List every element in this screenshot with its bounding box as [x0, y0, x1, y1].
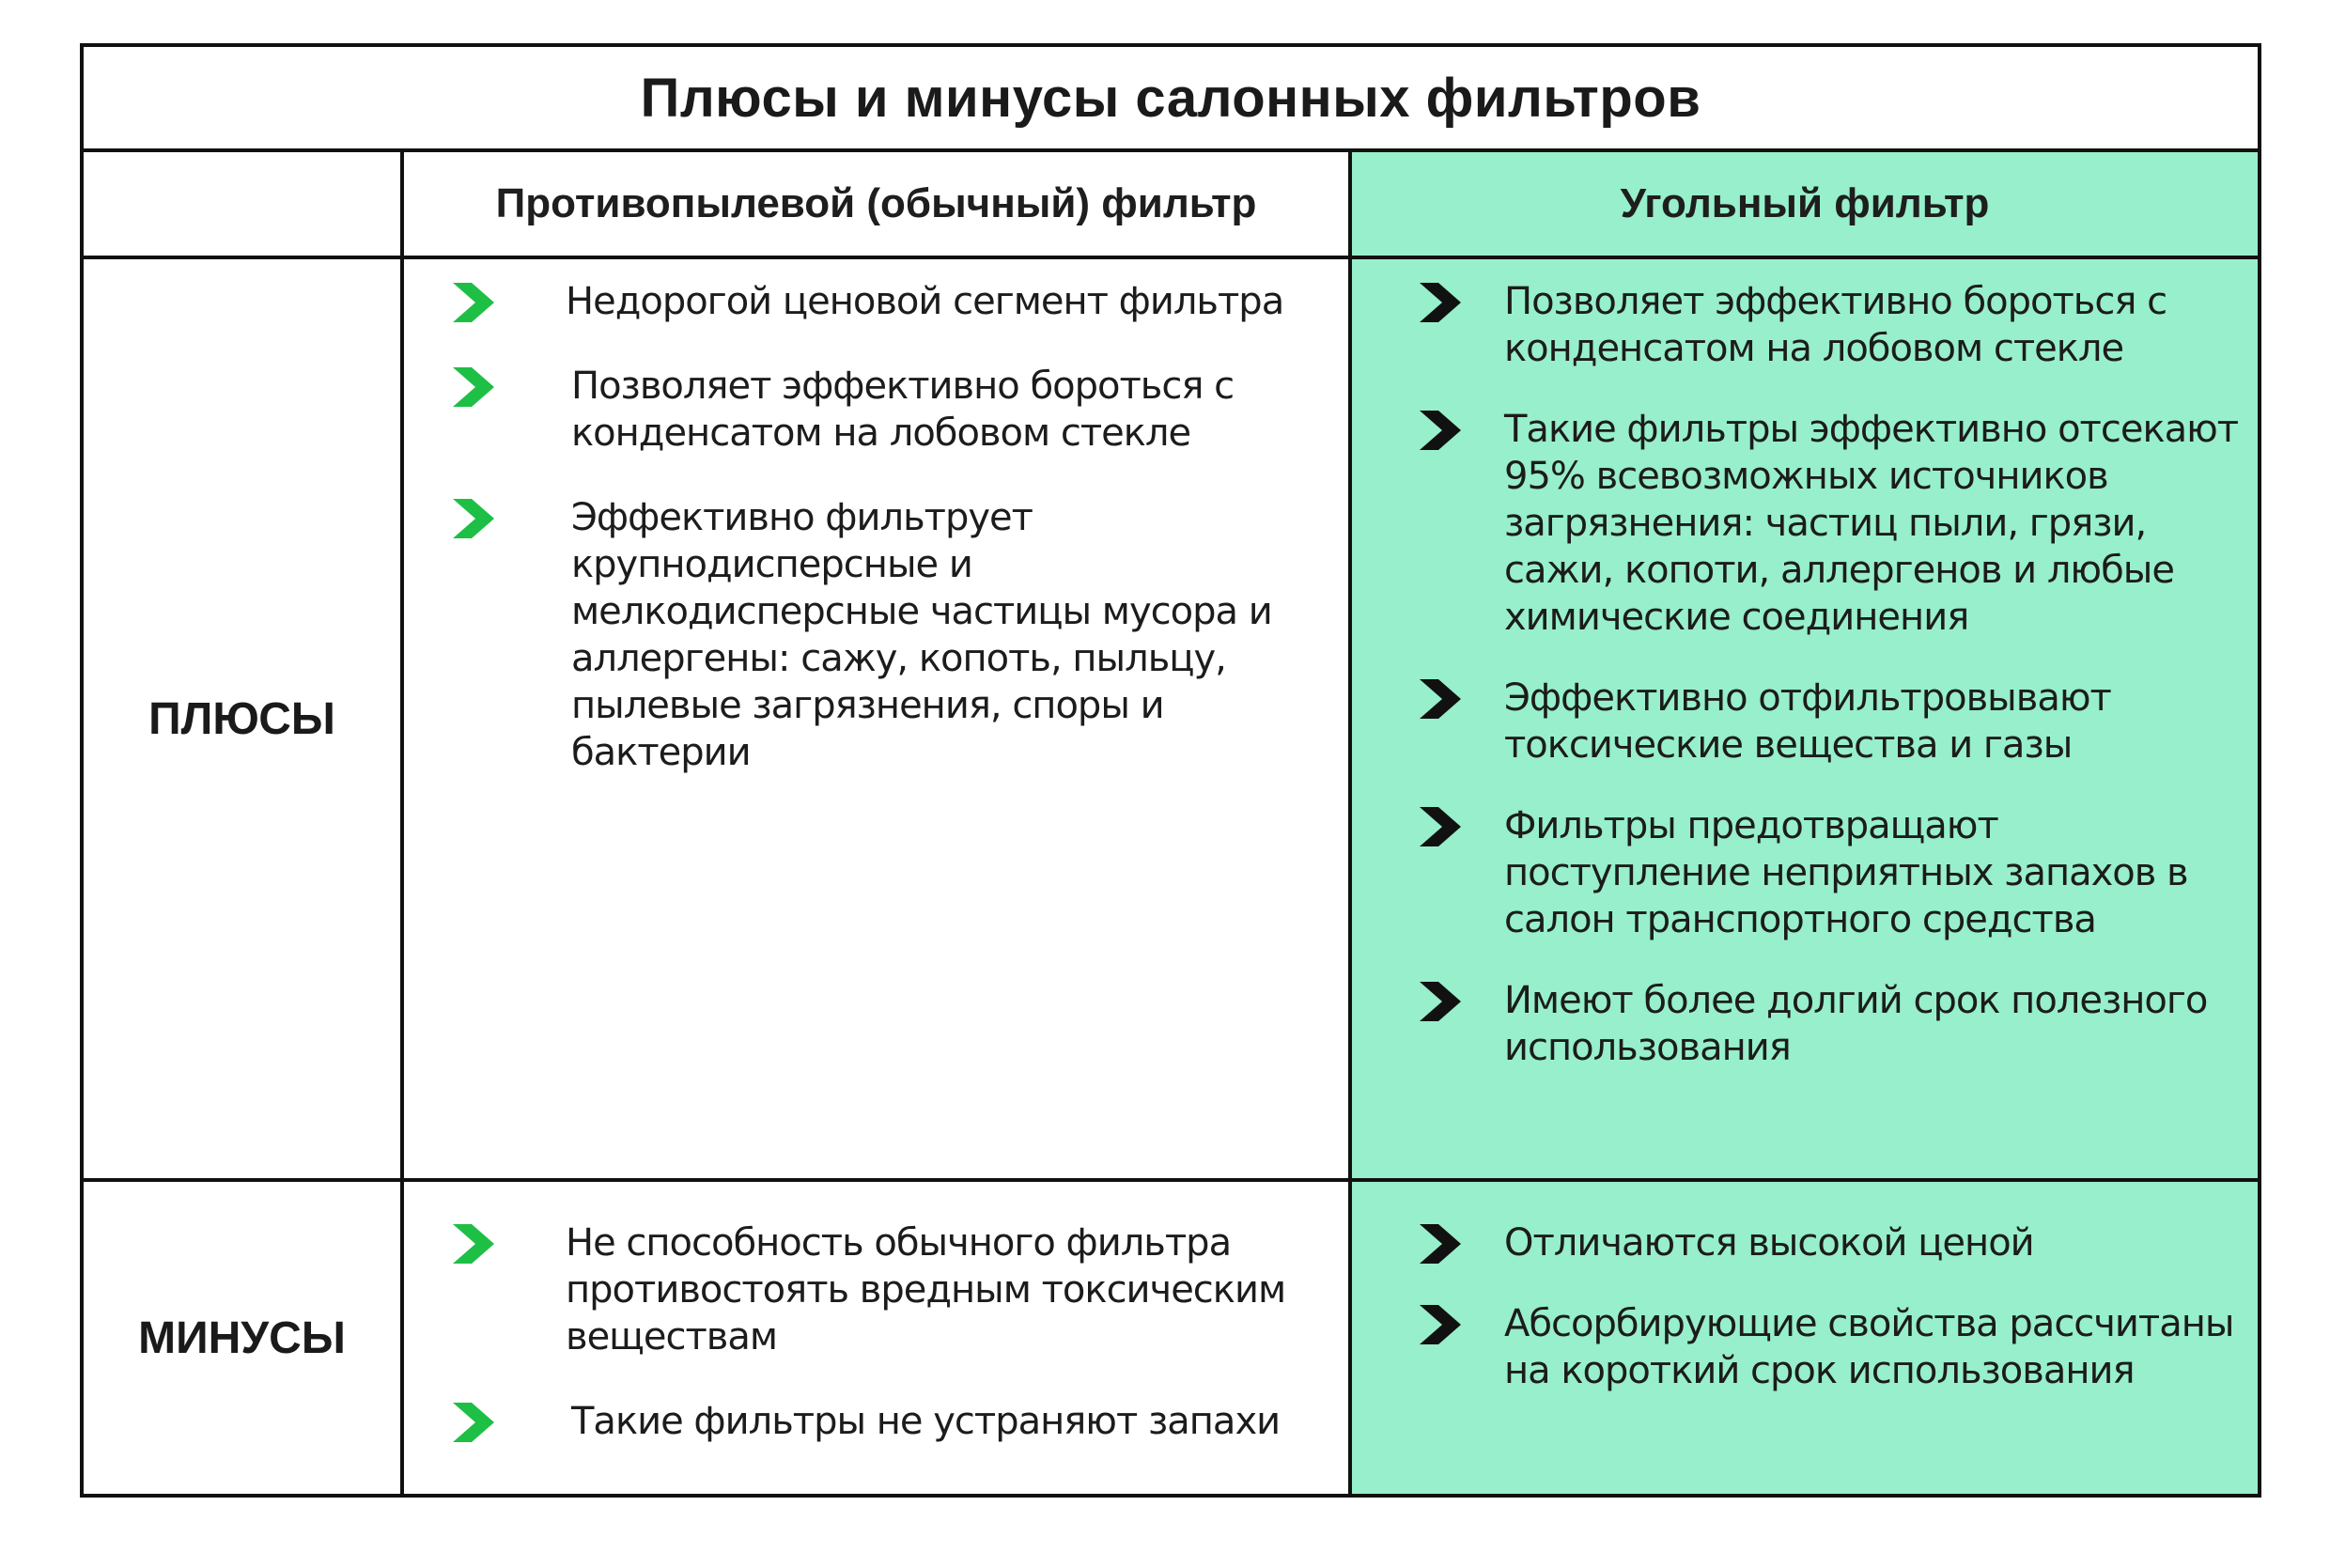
title-cell — [84, 47, 2258, 152]
list-item — [1420, 977, 2246, 1071]
green-chevron-icon — [453, 1403, 494, 1442]
list-item-text: Эффективно отфильтровывают токсические вещества и газы — [1504, 676, 2111, 767]
cons-label: МИНУСЫ — [138, 1312, 346, 1363]
table-title: Плюсы и минусы салонных фильтров — [640, 67, 1701, 129]
cons-carbon-list — [1420, 1219, 2246, 1428]
row-label-cons — [84, 1182, 404, 1494]
list-item-text: Эффективно фильтрует крупнодисперсные и мелкодисперсные частицы мусора и аллергены: сажу, копоть, пыльцу, пылевые загрязнения, споры и бактерии — [571, 496, 1272, 774]
pros-regular-cell — [404, 259, 1352, 1182]
pros-regular-list — [453, 278, 1317, 814]
black-chevron-icon — [1420, 1224, 1461, 1264]
list-item — [453, 363, 1317, 457]
black-chevron-icon — [1420, 411, 1461, 450]
green-chevron-icon — [453, 1224, 494, 1264]
header-regular-label: Противопылевой (обычный) фильтр — [495, 180, 1257, 226]
list-item-text: Позволяет эффективно бороться с конденсатом на лобовом стекле — [571, 365, 1235, 455]
list-item-text: Не способность обычного фильтра противостоять вредным токсическим веществам — [566, 1221, 1286, 1358]
header-empty-cell — [84, 152, 404, 259]
comparison-table — [80, 43, 2261, 1498]
black-chevron-icon — [1420, 1305, 1461, 1344]
cons-regular-cell — [404, 1182, 1352, 1494]
pros-carbon-cell — [1352, 259, 2258, 1182]
list-item — [1420, 802, 2246, 943]
list-item — [1420, 406, 2246, 641]
list-item — [453, 1219, 1317, 1360]
list-item-text: Такие фильтры эффективно отсекают 95% всевозможных источников загрязнения: частиц пыли, грязи, сажи, копоти, аллергенов и любые химические соединения — [1504, 408, 2239, 639]
black-chevron-icon — [1420, 283, 1461, 322]
list-item-text: Отличаются высокой ценой — [1504, 1221, 2034, 1265]
list-item-text: Недорогой ценовой сегмент фильтра — [566, 280, 1284, 323]
green-chevron-icon — [453, 283, 494, 322]
list-item — [453, 494, 1317, 776]
list-item-text: Абсорбирующие свойства рассчитаны на короткий срок использования — [1504, 1302, 2234, 1392]
green-chevron-icon — [453, 367, 494, 407]
header-carbon-filter — [1352, 152, 2258, 259]
black-chevron-icon — [1420, 807, 1461, 846]
green-chevron-icon — [453, 499, 494, 538]
cons-carbon-cell — [1352, 1182, 2258, 1494]
list-item — [1420, 278, 2246, 372]
list-item-text: Фильтры предотвращают поступление неприятных запахов в салон транспортного средства — [1504, 804, 2188, 941]
pros-carbon-list — [1420, 278, 2246, 1105]
header-carbon-label: Угольный фильтр — [1620, 180, 1990, 226]
list-item — [453, 1398, 1317, 1445]
cons-regular-list — [453, 1219, 1317, 1483]
list-item-text: Такие фильтры не устраняют запахи — [571, 1400, 1281, 1443]
black-chevron-icon — [1420, 679, 1461, 719]
list-item-text: Имеют более долгий срок полезного использования — [1504, 979, 2208, 1069]
list-item — [453, 278, 1317, 325]
black-chevron-icon — [1420, 982, 1461, 1021]
row-label-pros — [84, 259, 404, 1182]
header-regular-filter — [404, 152, 1352, 259]
list-item — [1420, 1219, 2246, 1266]
pros-label: ПЛЮСЫ — [148, 693, 335, 744]
list-item — [1420, 675, 2246, 768]
list-item — [1420, 1300, 2246, 1394]
list-item-text: Позволяет эффективно бороться с конденсатом на лобовом стекле — [1504, 280, 2167, 370]
